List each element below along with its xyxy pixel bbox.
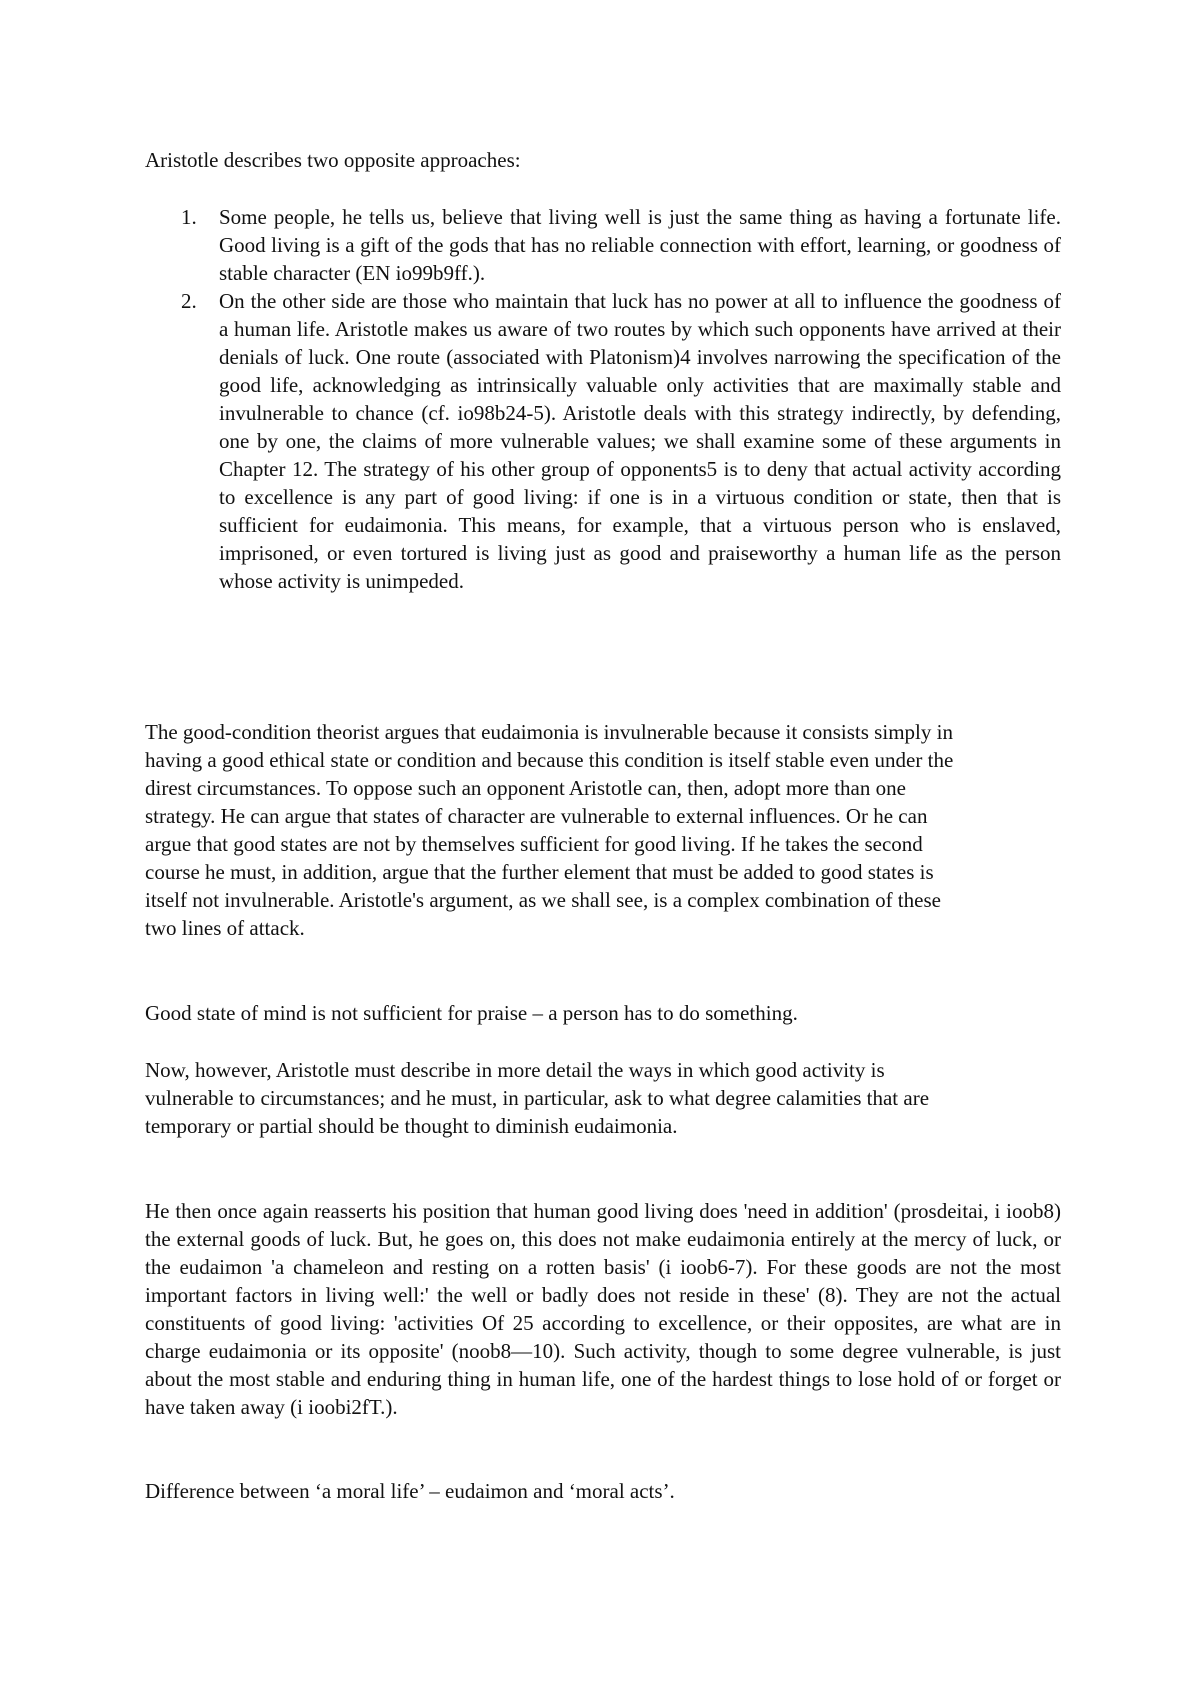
approach-number-1: 1.: [181, 205, 197, 229]
approach-item-1: [145, 203, 1061, 287]
state-of-mind-note: Good state of mind is not sufficient for praise – a person has to do something.: [145, 1001, 798, 1025]
approaches-list: [145, 203, 1061, 595]
vulnerable-paragraph: Now, however, Aristotle must describe in more detail the ways in which good activity is vulnerable to circumstances; and he must, in particular, ask to what degree calamities that are temporary or partial should be thought to diminish eudaimonia.: [145, 1058, 930, 1138]
approach-item-2: [145, 287, 1061, 595]
difference-note: Difference between ‘a moral life’ – eudaimon and ‘moral acts’.: [145, 1479, 675, 1503]
approach-number-2: 2.: [181, 289, 197, 313]
theorist-paragraph: The good-condition theorist argues that eudaimonia is invulnerable because it consists simply in having a good ethical state or condition and because this condition is itself stable even under the direst circumstances. To oppose such an opponent Aristotle can, then, adopt more than one strategy. He can argue that states of character are vulnerable to external influences. Or he can argue that good states are not by themselves sufficient for good living. If he takes the second course he must, in addition, argue that the further element that must be added to good states is itself not invulnerable. Aristotle's argument, as we shall see, is a complex combination of these two lines of attack.: [145, 720, 954, 940]
reasserts-paragraph: He then once again reasserts his position that human good living does 'need in addition' (prosdeitai, i ioob8) the external goods of luck. But, he goes on, this does not make eudaimonia entirely at the mercy of luck, or the eudaimon 'a chameleon and resting on a rotten basis' (i ioob6-7). For these goods are not the most important factors in living well:' the well or badly does not reside in these' (8). They are not the actual constituents of good living: 'activities Of 25 according to excellence, or their opposites, are what are in charge eudaimonia or its opposite' (noob8—10). Such activity, though to some degree vulnerable, is just about the most stable and enduring thing in human life, one of the hardest things to lose hold of or forget or have taken away (i ioobi2fT.).: [145, 1199, 1061, 1419]
intro-line: Aristotle describes two opposite approaches:: [145, 148, 521, 172]
approach-text-1: Some people, he tells us, believe that living well is just the same thing as having a fortunate life. Good living is a gift of the gods that has no reliable connection with effort, learning, or goodness of stable character (EN io99b9ff.).: [219, 205, 1061, 285]
approach-text-2: On the other side are those who maintain that luck has no power at all to influence the goodness of a human life. Aristotle makes us aware of two routes by which such opponents have arrived at their denials of luck. One route (associated with Platonism)4 involves narrowing the specification of the good life, acknowledging as intrinsically valuable only activities that are maximally stable and invulnerable to chance (cf. io98b24-5). Aristotle deals with this strategy indirectly, by defending, one by one, the claims of more vulnerable values; we shall examine some of these arguments in Chapter 12. The strategy of his other group of opponents5 is to deny that actual activity according to excellence is any part of good living: if one is in a virtuous condition or state, then that is sufficient for eudaimonia. This means, for example, that a virtuous person who is enslaved, imprisoned, or even tortured is living just as good and praiseworthy a human life as the person whose activity is unimpeded.: [219, 289, 1061, 593]
